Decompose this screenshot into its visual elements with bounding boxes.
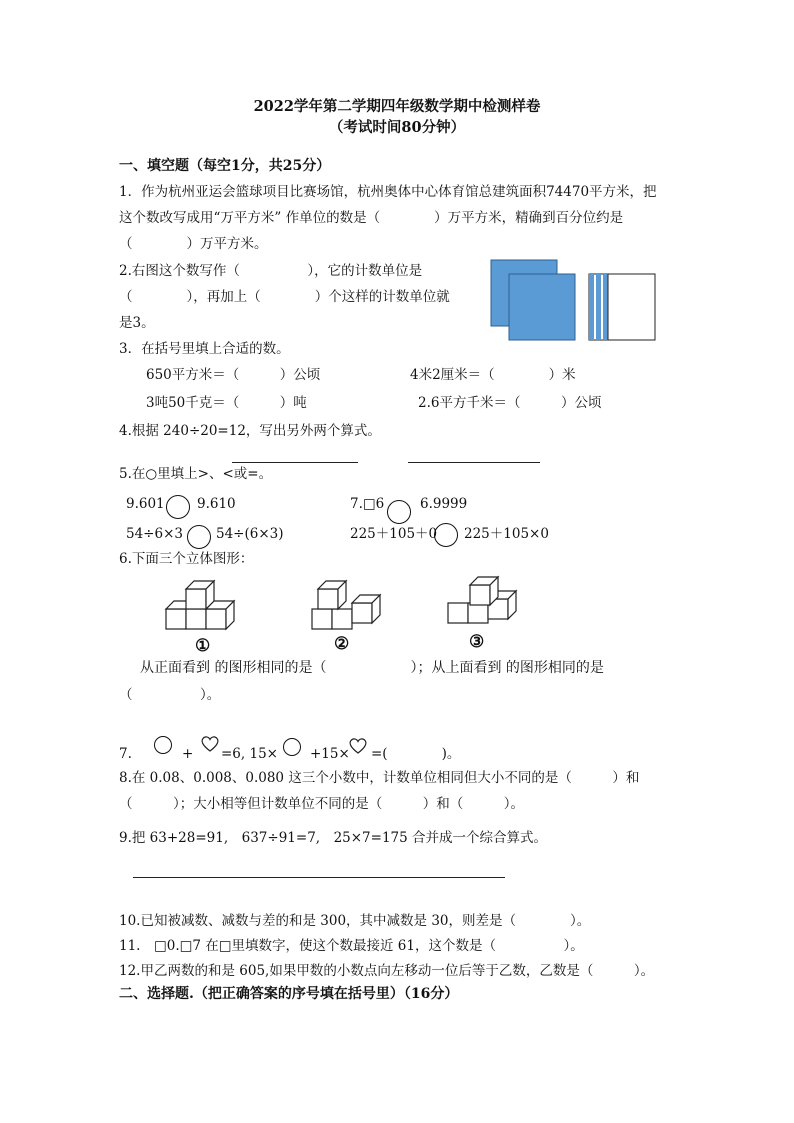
page-subtitle: （考试时间80分钟）: [328, 119, 466, 136]
q7-num: 7.: [119, 746, 132, 762]
q2-line2: （ ），再加上（ ）个这样的计数单位就: [119, 289, 450, 305]
section2-heading: 二、选择题.（把正确答案的序号填在括号里）（16分）: [119, 986, 459, 1002]
q2-line3: 是3。: [119, 315, 155, 331]
q5-c-left: 54÷6×3: [126, 526, 183, 542]
q4-answer-line-1: [232, 462, 358, 463]
circle-symbol-icon-2: [283, 738, 301, 756]
full-square-front: [509, 274, 575, 340]
q6-line1: 从正面看到 的图形相同的是（ ）；从上面看到 的图形相同的是: [140, 660, 604, 676]
circle-symbol-icon: [154, 736, 172, 754]
q3-d: 2.6平方千米＝（ ）公顷: [418, 395, 602, 411]
q5-b-right: 6.9999: [420, 496, 468, 512]
q3-heading: 3．在括号里填上合适的数。: [119, 341, 290, 357]
q5-c-circle[interactable]: [187, 525, 211, 549]
q5-a-circle[interactable]: [166, 495, 190, 519]
q10-text: 10.已知被减数、减数与差的和是 300，其中减数是 30，则差是（ ）。: [119, 913, 591, 929]
q9-answer-line: [133, 877, 505, 878]
q5-heading: 5.在○里填上>、<或=。: [119, 466, 273, 482]
q3-a: 650平方米＝（ ）公顷: [146, 367, 321, 383]
cube-label-1: ①: [195, 636, 211, 656]
q3-c: 3吨50千克＝（ ）吨: [146, 395, 307, 411]
q6-line2: （ ）。: [119, 687, 221, 703]
q12-text: 12.甲乙两数的和是 605,如果甲数的小数点向左移动一位后等于乙数，乙数是（ ）。: [119, 963, 655, 979]
q1-line3: （ ）万平方米。: [119, 236, 268, 252]
partial-square-fill-1: [589, 274, 594, 340]
q5-a-left: 9.601: [126, 496, 165, 512]
q5-d-circle[interactable]: [434, 523, 458, 547]
q8-line2: （ ）；大小相等但计数单位不同的是（ ）和（ ）。: [119, 796, 524, 812]
page-title: 2022学年第二学期四年级数学期中检测样卷: [253, 98, 541, 115]
q7-part2: +15×: [310, 746, 350, 762]
q1-line2: 这个数改写成用“万平方米” 作单位的数是（ ）万平方米，精确到百分位约是: [119, 210, 624, 226]
q7-part1: =6, 15×: [221, 746, 278, 762]
q5-b-left: 7.□6: [350, 496, 385, 512]
cube-figure-1: [160, 577, 250, 633]
heart-symbol-icon: [200, 735, 220, 753]
q5-d-left: 225＋105＋0: [350, 526, 438, 542]
q8-line1: 8.在 0.08、0.008、0.080 这三个小数中，计数单位相同但大小不同的是（ ）和: [119, 770, 640, 786]
q11-text: 11. □0.□7 在□里填数字，使这个数最接近 61，这个数是（ ）。: [119, 938, 584, 954]
cube-label-3: ③: [469, 632, 485, 652]
cube-label-2: ②: [334, 634, 350, 654]
q9-text: 9.把 63+28=91, 637÷91=7, 25×7=175 合并成一个综合算式。: [119, 830, 548, 846]
partial-square-fill-2: [596, 274, 601, 340]
q5-c-right: 54÷(6×3): [216, 526, 284, 542]
cube-figure-3: [446, 575, 536, 631]
partial-square-fill-3: [603, 274, 608, 340]
q5-d-right: 225＋105×0: [464, 526, 549, 542]
q7-plus: +: [182, 746, 194, 762]
q6-heading: 6.下面三个立体图形：: [119, 551, 254, 567]
q5-b-circle[interactable]: [387, 500, 411, 524]
heart-symbol-icon-2: [348, 737, 368, 755]
section1-heading: 一、填空题（每空1分，共25分）: [119, 158, 331, 174]
q5-a-right: 9.610: [197, 496, 236, 512]
q2-line1: 2.右图这个数写作（ ），它的计数单位是: [119, 263, 423, 279]
decimal-squares-figure: [489, 258, 661, 344]
q7-part3: =( )。: [371, 746, 461, 762]
q4-text: 4.根据 240÷20=12，写出另外两个算式。: [119, 423, 381, 439]
q4-answer-line-2: [408, 462, 540, 463]
q1-line1: 1．作为杭州亚运会篮球项目比赛场馆，杭州奥体中心体育馆总建筑面积74470平方米，把: [119, 184, 657, 200]
cube-figure-2: [306, 577, 396, 633]
q3-b: 4米2厘米＝（ ）米: [410, 367, 576, 383]
